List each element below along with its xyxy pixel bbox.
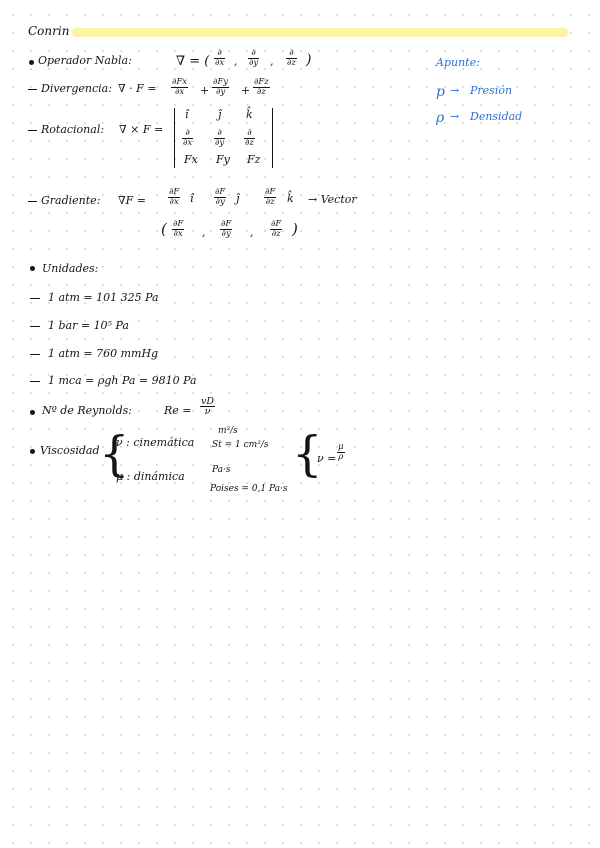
mu-units-bottom: Poises = 0,1 Pa·s [210,484,288,494]
note-density: Densidad [470,110,523,123]
plus: + [200,84,210,97]
comma: , [270,55,274,68]
list-dash [30,381,40,382]
comma: , [250,226,254,239]
list-dash [30,354,40,355]
page-title: Conrin [28,24,70,38]
right-brace: { [292,426,323,482]
unit-item: 1 bar = 10⁵ Pa [48,319,129,332]
curl-fy: Fy [216,153,230,166]
curl-fz: Fz [247,153,261,166]
note-symbol-pressure: p [436,84,445,100]
notes-title: Apunte: [436,56,480,69]
reynolds-fraction: $\frac{vD}{\nu}$ [201,396,214,417]
left-brace: { [99,426,130,482]
determinant-bar-right [272,108,273,168]
grad-vec-x: $\frac{\partial F}{\partial x}$ [173,219,184,239]
list-dash [30,326,40,327]
curl-partial-z: ∂ ∂z [245,128,254,148]
reynolds-label: Nº de Reynolds: [42,404,132,417]
curl-lhs: ∇ × F = [119,123,164,136]
unit-i: î [185,108,189,121]
title-highlight [72,28,568,37]
paren-close: ) [292,220,298,238]
note-symbol-density: ρ [436,110,445,126]
grad-z: $\frac{\partial F}{\partial z}$ [265,187,276,207]
list-dash [28,89,37,90]
grad-vec-y: $\frac{\partial F}{\partial y}$ [221,219,232,239]
reynolds-lhs: Re = [164,404,192,417]
bullet-dot [30,266,35,271]
divergence-lhs: ∇ · F = [118,82,157,95]
unit-item: 1 atm = 760 mmHg [48,347,159,360]
paren-open: ( [161,220,167,238]
list-dash [28,130,37,131]
gradient-vector-note: → Vector [308,193,357,206]
grad-unit-k: k̂ [287,192,294,205]
relation-lhs: ν = [317,452,337,465]
grad-x: $\frac{\partial F}{\partial x}$ [169,187,180,207]
div-fz: $\frac{\partial Fz}{\partial z}$ [254,77,269,97]
mu-units-top: Pa·s [212,465,231,475]
grad-y: $\frac{\partial F}{\partial y}$ [215,187,226,207]
unit-j: ĵ [218,108,222,121]
nu-label: ν : cinemática [116,436,195,449]
comma: , [234,55,238,68]
bullet-dot [30,449,35,454]
divergence-label: Divergencia: [41,82,112,95]
nabla-label: Operador Nabla: [38,54,132,67]
nabla-partial-x: ∂ ∂x [215,48,225,68]
bullet-dot [30,410,35,415]
grad-vec-z: $\frac{\partial F}{\partial z}$ [271,219,282,239]
relation-fraction: $\frac{\mu}{\rho}$ [338,442,344,462]
bullet-dot [29,60,34,65]
gradient-label: Gradiente: [41,194,101,207]
unit-k: k̂ [246,108,253,121]
nu-units-bottom: St = 1 cm²/s [212,440,269,450]
list-dash [28,201,37,202]
list-dash [30,298,40,299]
determinant-bar-left [174,108,175,168]
note-arrow: → [450,110,460,123]
mu-label: μ : dinámica [116,470,185,483]
nabla-expr-start: ∇ = ( [176,54,210,69]
curl-label: Rotacional: [41,123,105,136]
nu-units-top: m²/s [218,426,238,436]
note-arrow: → [450,84,460,97]
unit-item: 1 mca = ρgh Pa = 9810 Pa [48,374,197,387]
curl-partial-y: ∂ ∂y [215,128,225,148]
div-fy: $\frac{\partial Fy}{\partial y}$ [213,77,229,97]
plus: + [241,84,251,97]
units-label: Unidades: [42,262,99,275]
curl-fx: Fx [184,153,198,166]
comma: , [202,226,206,239]
grad-unit-j: ĵ [236,192,240,205]
nabla-partial-y: ∂ ∂y [249,48,259,68]
viscosity-label: Viscosidad [40,444,100,457]
nabla-expr-end: ) [306,52,312,68]
nabla-partial-z: ∂ ∂z [287,48,296,68]
div-fx: $\frac{\partial Fx}{\partial x}$ [172,77,188,97]
note-pressure: Presión [470,84,513,97]
grad-unit-i: î [190,192,194,205]
curl-partial-x: ∂ ∂x [183,128,193,148]
gradient-lhs: ∇F = [118,194,147,207]
unit-item: 1 atm = 101 325 Pa [48,291,159,304]
